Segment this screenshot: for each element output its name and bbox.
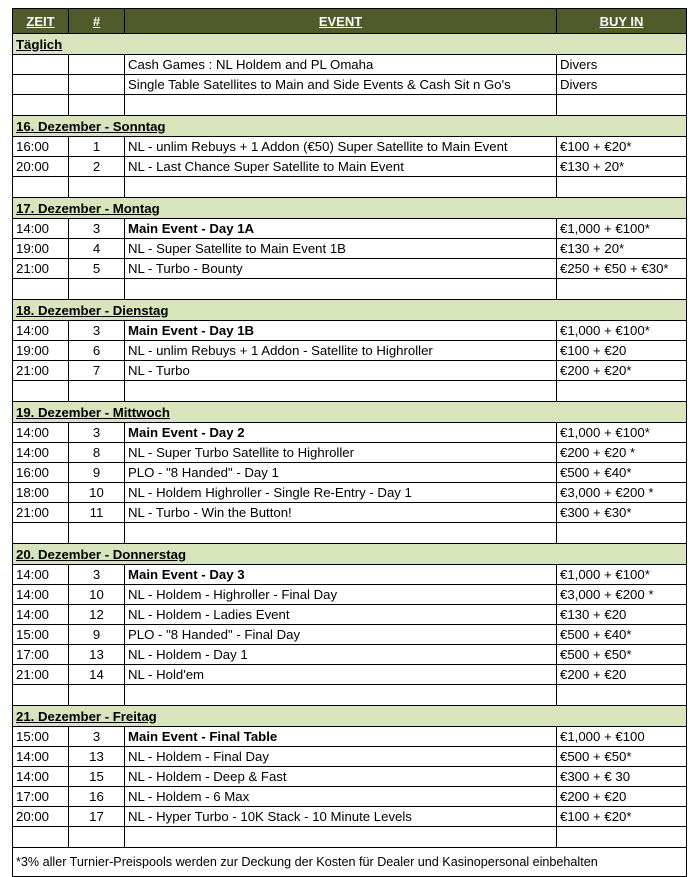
cell-time: 21:00 (13, 665, 69, 685)
spacer-row (13, 685, 687, 706)
event-row (13, 665, 687, 685)
cell-event: NL - Holdem - Highroller - Final Day (125, 585, 557, 605)
event-row (13, 219, 687, 239)
cell-time: 20:00 (13, 807, 69, 827)
event-row (13, 565, 687, 585)
cell-event: NL - Holdem Highroller - Single Re-Entry - Day 1 (125, 483, 557, 503)
cell-event: NL - Holdem - Deep & Fast (125, 767, 557, 787)
event-row (13, 483, 687, 503)
cell-number (69, 381, 125, 402)
cell-event: NL - Last Chance Super Satellite to Main Event (125, 157, 557, 177)
cell-event: NL - Super Turbo Satellite to Highroller (125, 443, 557, 463)
col-header-buyin: BUY IN (557, 9, 687, 34)
cell-buyin: €200 + €20* (557, 361, 687, 381)
cell-event (125, 827, 557, 848)
footer-note: *3% aller Turnier-Preispools werden zur Deckung der Kosten für Dealer und Kasinopersonal einbehalten (13, 848, 687, 877)
cell-buyin: €500 + €50* (557, 645, 687, 665)
cell-buyin: €3,000 + €200 * (557, 483, 687, 503)
cell-time: 19:00 (13, 341, 69, 361)
day-section-label: 16. Dezember - Sonntag (13, 116, 687, 137)
event-row (13, 361, 687, 381)
event-row (13, 503, 687, 523)
cell-buyin: €100 + €20* (557, 137, 687, 157)
cell-time: 21:00 (13, 361, 69, 381)
cell-time (13, 279, 69, 300)
cell-time (13, 685, 69, 706)
cell-time: 14:00 (13, 767, 69, 787)
cell-time: 17:00 (13, 787, 69, 807)
cell-number: 3 (69, 321, 125, 341)
event-row (13, 321, 687, 341)
cell-number: 4 (69, 239, 125, 259)
cell-time: 14:00 (13, 443, 69, 463)
cell-number (69, 827, 125, 848)
event-row (13, 727, 687, 747)
event-row (13, 157, 687, 177)
cell-number (69, 177, 125, 198)
cell-event: PLO - "8 Handed" - Day 1 (125, 463, 557, 483)
event-row (13, 75, 687, 95)
event-row (13, 341, 687, 361)
cell-number: 3 (69, 423, 125, 443)
event-row (13, 605, 687, 625)
day-section-row (13, 198, 687, 219)
day-section-label: 18. Dezember - Dienstag (13, 300, 687, 321)
cell-time (13, 381, 69, 402)
cell-number: 15 (69, 767, 125, 787)
cell-event: NL - Turbo (125, 361, 557, 381)
cell-buyin (557, 827, 687, 848)
cell-event: PLO - "8 Handed" - Final Day (125, 625, 557, 645)
col-header-zeit: ZEIT (13, 9, 69, 34)
spacer-row (13, 177, 687, 198)
cell-buyin: €1,000 + €100* (557, 423, 687, 443)
cell-time: 14:00 (13, 423, 69, 443)
cell-event (125, 685, 557, 706)
cell-number: 3 (69, 565, 125, 585)
cell-event: NL - Hyper Turbo - 10K Stack - 10 Minute Levels (125, 807, 557, 827)
cell-buyin: €1,000 + €100* (557, 565, 687, 585)
day-section-label: 20. Dezember - Donnerstag (13, 544, 687, 565)
cell-time: 15:00 (13, 625, 69, 645)
cell-event: Main Event - Day 3 (125, 565, 557, 585)
cell-number: 1 (69, 137, 125, 157)
day-section-row (13, 300, 687, 321)
cell-event: Cash Games : NL Holdem and PL Omaha (125, 55, 557, 75)
cell-time: 14:00 (13, 219, 69, 239)
cell-event: NL - Hold'em (125, 665, 557, 685)
cell-event: Main Event - Day 1B (125, 321, 557, 341)
cell-buyin: €100 + €20* (557, 807, 687, 827)
event-row (13, 423, 687, 443)
cell-number: 3 (69, 727, 125, 747)
spacer-row (13, 279, 687, 300)
cell-time (13, 523, 69, 544)
cell-number: 10 (69, 585, 125, 605)
cell-time: 16:00 (13, 137, 69, 157)
cell-number: 9 (69, 625, 125, 645)
spacer-row (13, 827, 687, 848)
event-row (13, 747, 687, 767)
day-section-row (13, 544, 687, 565)
event-row (13, 259, 687, 279)
event-row (13, 625, 687, 645)
event-row (13, 137, 687, 157)
event-row (13, 239, 687, 259)
spacer-row (13, 381, 687, 402)
header-row (13, 9, 687, 34)
cell-number: 8 (69, 443, 125, 463)
day-section-label: Täglich (13, 34, 687, 55)
cell-number: 14 (69, 665, 125, 685)
cell-time: 19:00 (13, 239, 69, 259)
footer-row (13, 848, 687, 877)
cell-buyin: €200 + €20 (557, 787, 687, 807)
cell-buyin: €1,000 + €100* (557, 321, 687, 341)
cell-buyin: Divers (557, 55, 687, 75)
cell-number: 5 (69, 259, 125, 279)
cell-time: 14:00 (13, 747, 69, 767)
spacer-row (13, 95, 687, 116)
cell-event: NL - Holdem - Day 1 (125, 645, 557, 665)
event-row (13, 463, 687, 483)
cell-buyin (557, 381, 687, 402)
cell-time (13, 75, 69, 95)
cell-event: Main Event - Day 1A (125, 219, 557, 239)
cell-time: 21:00 (13, 259, 69, 279)
cell-number: 6 (69, 341, 125, 361)
day-section-label: 19. Dezember - Mittwoch (13, 402, 687, 423)
cell-buyin: €130 + 20* (557, 239, 687, 259)
spacer-row (13, 523, 687, 544)
cell-buyin: €100 + €20 (557, 341, 687, 361)
cell-number: 13 (69, 747, 125, 767)
cell-event: NL - Super Satellite to Main Event 1B (125, 239, 557, 259)
cell-time (13, 827, 69, 848)
cell-buyin: €1,000 + €100 (557, 727, 687, 747)
event-row (13, 55, 687, 75)
cell-event (125, 95, 557, 116)
cell-event (125, 279, 557, 300)
cell-time: 14:00 (13, 565, 69, 585)
cell-time (13, 95, 69, 116)
day-section-row (13, 116, 687, 137)
cell-number: 16 (69, 787, 125, 807)
cell-time: 18:00 (13, 483, 69, 503)
cell-buyin: €130 + 20* (557, 157, 687, 177)
cell-number: 17 (69, 807, 125, 827)
cell-event: NL - Turbo - Bounty (125, 259, 557, 279)
cell-buyin: Divers (557, 75, 687, 95)
cell-event: NL - Holdem - 6 Max (125, 787, 557, 807)
cell-event (125, 177, 557, 198)
cell-time: 15:00 (13, 727, 69, 747)
cell-time: 14:00 (13, 585, 69, 605)
col-header-number: # (69, 9, 125, 34)
day-section-label: 21. Dezember - Freitag (13, 706, 687, 727)
cell-number: 7 (69, 361, 125, 381)
cell-event (125, 381, 557, 402)
cell-number: 9 (69, 463, 125, 483)
cell-event: NL - Turbo - Win the Button! (125, 503, 557, 523)
cell-time (13, 55, 69, 75)
cell-event: NL - Holdem - Final Day (125, 747, 557, 767)
schedule-table (12, 8, 687, 877)
cell-time: 20:00 (13, 157, 69, 177)
cell-number: 12 (69, 605, 125, 625)
cell-buyin (557, 279, 687, 300)
event-row (13, 645, 687, 665)
day-section-row (13, 34, 687, 55)
event-row (13, 443, 687, 463)
cell-number (69, 95, 125, 116)
cell-buyin: €1,000 + €100* (557, 219, 687, 239)
cell-buyin (557, 177, 687, 198)
day-section-row (13, 706, 687, 727)
cell-buyin: €500 + €50* (557, 747, 687, 767)
cell-buyin: €250 + €50 + €30* (557, 259, 687, 279)
cell-event: Main Event - Final Table (125, 727, 557, 747)
cell-time (13, 177, 69, 198)
cell-buyin: €130 + €20 (557, 605, 687, 625)
cell-buyin (557, 95, 687, 116)
cell-number (69, 523, 125, 544)
event-row (13, 585, 687, 605)
event-row (13, 787, 687, 807)
cell-buyin: €200 + €20 (557, 665, 687, 685)
cell-event: NL - unlim Rebuys + 1 Addon - Satellite to Highroller (125, 341, 557, 361)
cell-event: NL - unlim Rebuys + 1 Addon (€50) Super Satellite to Main Event (125, 137, 557, 157)
cell-buyin: €3,000 + €200 * (557, 585, 687, 605)
cell-event: NL - Holdem - Ladies Event (125, 605, 557, 625)
cell-buyin: €300 + €30* (557, 503, 687, 523)
cell-time: 16:00 (13, 463, 69, 483)
cell-number (69, 685, 125, 706)
cell-time: 21:00 (13, 503, 69, 523)
cell-event (125, 523, 557, 544)
cell-event: Single Table Satellites to Main and Side Events & Cash Sit n Go's (125, 75, 557, 95)
cell-buyin: €200 + €20 * (557, 443, 687, 463)
cell-buyin: €500 + €40* (557, 463, 687, 483)
cell-time: 17:00 (13, 645, 69, 665)
cell-buyin: €300 + € 30 (557, 767, 687, 787)
event-row (13, 807, 687, 827)
cell-time: 14:00 (13, 605, 69, 625)
cell-number (69, 55, 125, 75)
cell-number: 2 (69, 157, 125, 177)
cell-time: 14:00 (13, 321, 69, 341)
col-header-event: EVENT (125, 9, 557, 34)
day-section-row (13, 402, 687, 423)
cell-buyin (557, 523, 687, 544)
cell-event: Main Event - Day 2 (125, 423, 557, 443)
cell-buyin (557, 685, 687, 706)
cell-number: 13 (69, 645, 125, 665)
cell-buyin: €500 + €40* (557, 625, 687, 645)
cell-number: 10 (69, 483, 125, 503)
event-row (13, 767, 687, 787)
cell-number: 3 (69, 219, 125, 239)
cell-number: 11 (69, 503, 125, 523)
cell-number (69, 75, 125, 95)
day-section-label: 17. Dezember - Montag (13, 198, 687, 219)
cell-number (69, 279, 125, 300)
